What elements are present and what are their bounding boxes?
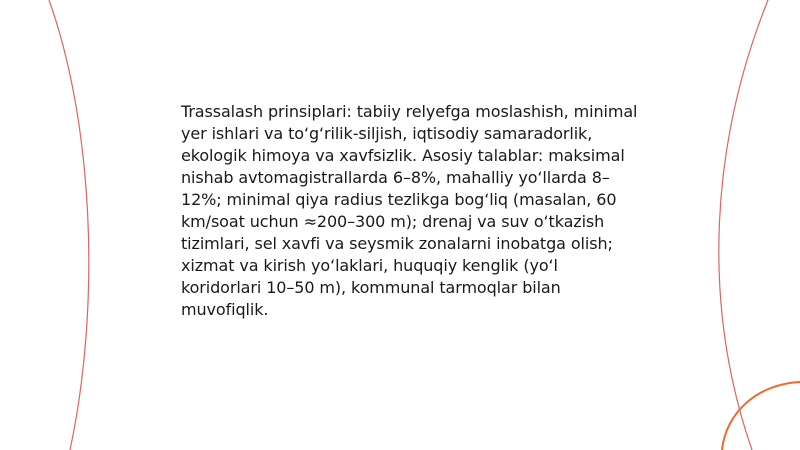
- right-decor-curve: [719, 0, 768, 450]
- bottom-right-decor-arc: [722, 382, 800, 450]
- left-decor-curve: [49, 0, 89, 450]
- body-paragraph: Trassalash prinsiplari: tabiiy relyefga moslashish, minimal yer ishlari va to‘g‘rilik-siljish, iqtisodiy samaradorlik, ekologik himoya va xavfsizlik. Asosiy talablar: maksimal nishab avtomagistrallarda 6–8%, mahalliy yo‘llarda 8–12%; minimal qiya radius tezlikga bog‘liq (masalan, 60 km/soat uchun ≈200–300 m); drenaj va suv o‘tkazish tizimlari, sel xavfi va seysmik zonalarni inobatga olish; xizmat va kirish yo‘laklari, huquqiy kenglik (yo‘l koridorlari 10–50 m), kommunal tarmoqlar bilan muvofiqlik.: [181, 102, 638, 319]
